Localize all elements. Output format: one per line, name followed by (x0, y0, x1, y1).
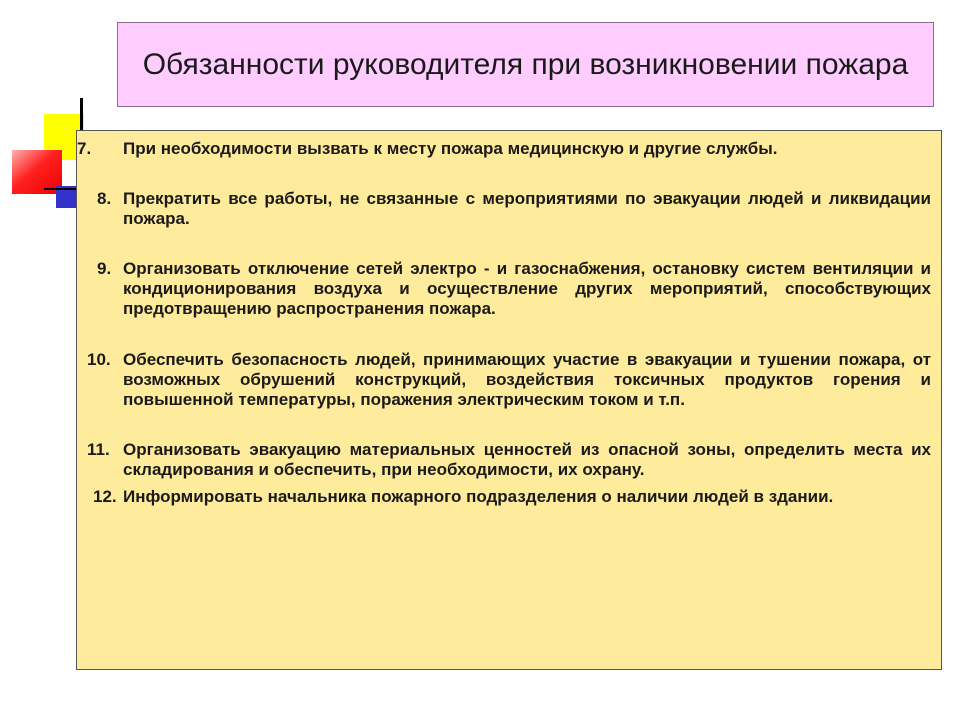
item-text: При необходимости вызвать к месту пожара медицинскую и другие службы. (123, 139, 778, 158)
decorative-horizontal-line (44, 188, 80, 190)
item-text: Организовать эвакуацию материальных ценностей из опасной зоны, определить места их складирования и обеспечить, при необходимости, их охрану. (123, 440, 931, 479)
list-item (77, 350, 931, 410)
item-number: 12. (93, 487, 117, 506)
list-item (77, 487, 931, 507)
item-number: 10. (87, 350, 111, 369)
item-text: Информировать начальника пожарного подразделения о наличии людей в здании. (123, 487, 834, 506)
list-item (77, 259, 931, 319)
item-number: 8. (97, 189, 112, 208)
item-text: Обеспечить безопасность людей, принимающих участие в эвакуации и тушении пожара, от возможных обрушений конструкций, воздействия токсичных продуктов горения и повышенной температуры, поражения электрическим током и т.п. (123, 350, 931, 409)
item-number: 7. (77, 139, 92, 158)
duties-list (77, 131, 941, 507)
slide-title: Обязанности руководителя при возникновении пожара (142, 47, 909, 81)
content-box (76, 130, 942, 670)
item-text: Организовать отключение сетей электро - и газоснабжения, остановку систем вентиляции и кондиционирования воздуха и осуществление других мероприятий, способствующих предотвращению распространения пожара. (123, 259, 931, 318)
list-item (77, 440, 931, 480)
item-number: 9. (97, 259, 112, 278)
slide-title-box (117, 22, 934, 107)
list-item (77, 139, 931, 159)
item-text: Прекратить все работы, не связанные с мероприятиями по эвакуации людей и ликвидации пожара. (123, 189, 931, 228)
item-number: 11. (87, 440, 110, 459)
list-item (77, 189, 931, 229)
